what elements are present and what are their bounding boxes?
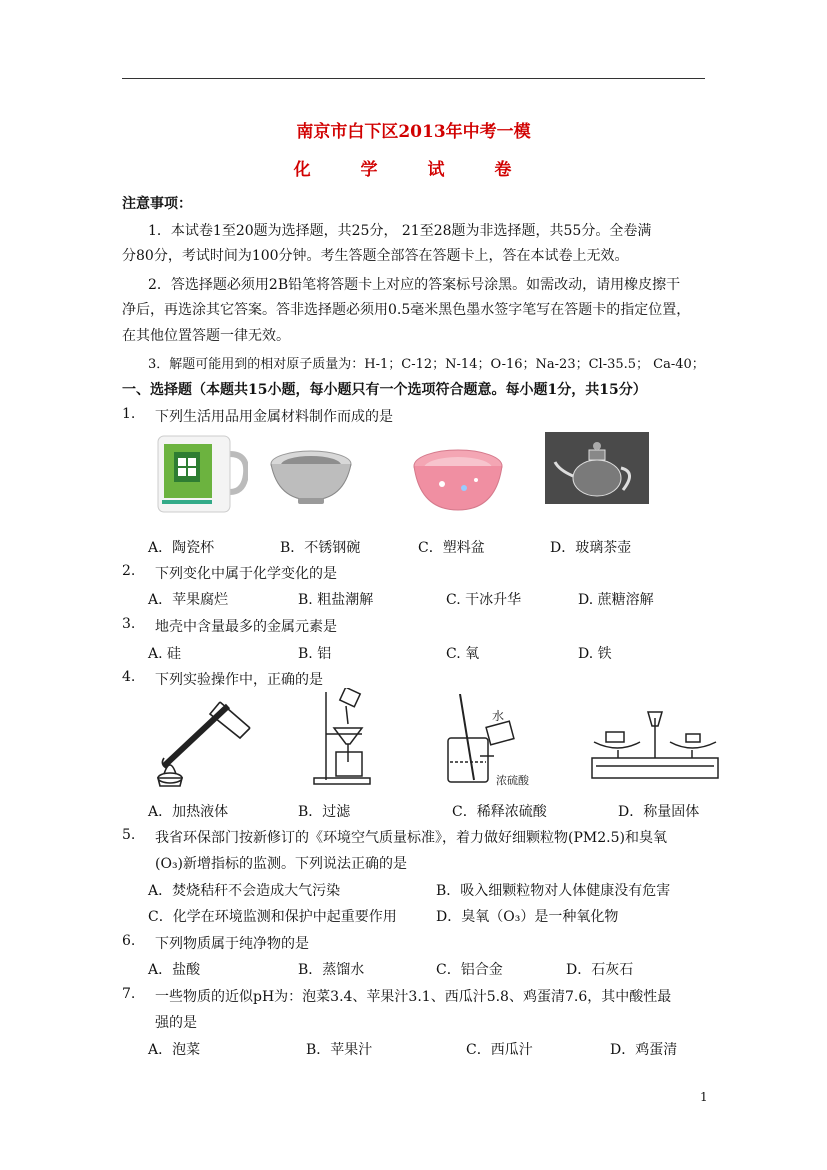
q5-option-b: B．吸入细颗粒物对人体健康没有危害	[436, 883, 671, 899]
question-7-number: 7.	[122, 986, 136, 1002]
notice-p1-l2: 分80分，考试时间为100分钟。考生答题全部答在答题卡上，答在本试卷上无效。	[122, 248, 629, 264]
question-7-text-l1: 一些物质的近似pH为：泡菜3.4、苹果汁3.1、西瓜汁5.8、鸡蛋清7.6，其中酸性最	[155, 989, 672, 1005]
q3-option-d: D. 铁	[578, 646, 612, 662]
plastic-basin-image	[412, 448, 504, 514]
question-1-number: 1.	[122, 406, 136, 422]
question-4-number: 4.	[122, 669, 136, 685]
balance-scale-diagram	[582, 708, 728, 782]
glass-teapot-image	[545, 432, 649, 504]
question-7-text-l2: 强的是	[155, 1015, 197, 1031]
q7-option-d: D．鸡蛋清	[610, 1042, 678, 1058]
notice-heading: 注意事项：	[122, 196, 192, 212]
q7-option-c: C．西瓜汁	[466, 1042, 533, 1058]
q1-option-c: C．塑料盆	[418, 540, 485, 556]
question-5-text-l1: 我省环保部门按新修订的《环境空气质量标准》，着力做好细颗粒物(PM2.5)和臭氧	[155, 830, 667, 846]
q2-option-b: B. 粗盐潮解	[298, 592, 374, 608]
section1-heading: 一、选择题（本题共15小题，每小题只有一个选项符合题意。每小题1分，共15分）	[122, 382, 647, 398]
q6-option-b: B．蒸馏水	[298, 962, 365, 978]
question-5-text-l2: (O₃)新增指标的监测。下列说法正确的是	[155, 856, 408, 872]
acid-label: 浓硫酸	[496, 774, 529, 787]
page-number: 1	[700, 1090, 708, 1104]
notice-p2-l1: 2．答选择题必须用2B铅笔将答题卡上对应的答案标号涂黑。如需改动，请用橡皮擦干	[148, 277, 681, 293]
q2-option-c: C. 干冰升华	[446, 592, 522, 608]
q2-option-d: D. 蔗糖溶解	[578, 592, 654, 608]
question-1-text: 下列生活用品用金属材料制作而成的是	[155, 409, 393, 425]
q6-option-c: C．铝合金	[436, 962, 503, 978]
notice-p3: 3．解题可能用到的相对原子质量为：H-1；C-12；N-14；O-16；Na-23；Cl-35.5； Ca-40；	[148, 357, 705, 372]
page-subtitle: 化 学 试 卷	[293, 160, 534, 180]
q5-option-c: C．化学在环境监测和保护中起重要作用	[148, 909, 397, 925]
q3-option-b: B. 铝	[298, 646, 332, 662]
notice-p2-l2: 净后，再选涂其它答案。答非选择题必须用0.5毫米黑色墨水签字笔写在答题卡的指定位置，	[122, 302, 691, 318]
q1-option-b: B．不锈钢碗	[280, 540, 361, 556]
q4-option-d: D．称量固体	[618, 804, 700, 820]
steel-bowl-image	[268, 448, 354, 506]
question-5-number: 5.	[122, 827, 136, 843]
q2-option-a: A．苹果腐烂	[148, 592, 229, 608]
question-3-text: 地壳中含量最多的金属元素是	[155, 619, 337, 635]
question-6-text: 下列物质属于纯净物的是	[155, 936, 309, 952]
q6-option-a: A．盐酸	[148, 962, 201, 978]
q1-option-d: D．玻璃茶壶	[550, 540, 632, 556]
notice-p2-l3: 在其他位置答题一律无效。	[122, 328, 290, 344]
page-title: 南京市白下区2013年中考一模	[296, 122, 531, 142]
dilute-acid-diagram	[444, 694, 544, 788]
question-2-text: 下列变化中属于化学变化的是	[155, 566, 337, 582]
q6-option-d: D．石灰石	[566, 962, 634, 978]
heating-liquid-diagram	[150, 694, 254, 788]
q4-option-a: A．加热液体	[148, 804, 229, 820]
water-label: 水	[492, 709, 505, 723]
q7-option-b: B．苹果汁	[306, 1042, 373, 1058]
q7-option-a: A．泡菜	[148, 1042, 201, 1058]
question-3-number: 3.	[122, 616, 136, 632]
q5-option-d: D．臭氧（O₃）是一种氧化物	[436, 909, 619, 925]
header-rule	[122, 78, 705, 79]
question-4-text: 下列实验操作中，正确的是	[155, 672, 323, 688]
notice-p1-l1: 1．本试卷1至20题为选择题，共25分， 21至28题为非选择题，共55分。全卷满	[148, 223, 652, 239]
q4-option-c: C．稀释浓硫酸	[452, 804, 547, 820]
question-6-number: 6.	[122, 933, 136, 949]
q5-option-a: A．焚烧秸秆不会造成大气污染	[148, 883, 341, 899]
q1-option-a: A．陶瓷杯	[148, 540, 215, 556]
q3-option-a: A. 硅	[148, 646, 182, 662]
filtration-diagram	[306, 688, 376, 788]
question-2-number: 2.	[122, 563, 136, 579]
q4-option-b: B．过滤	[298, 804, 351, 820]
ceramic-cup-image	[152, 432, 248, 514]
q3-option-c: C. 氧	[446, 646, 480, 662]
